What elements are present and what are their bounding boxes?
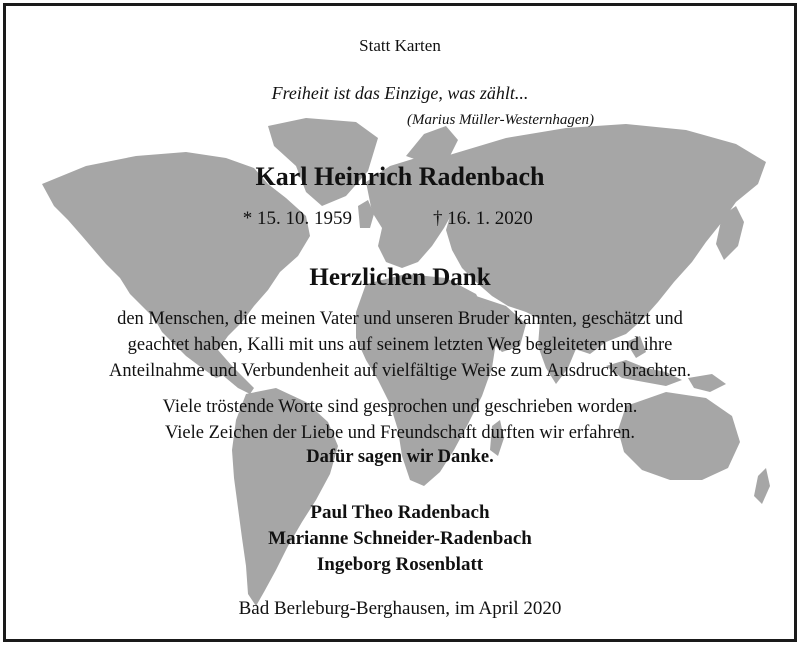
paragraph-line: geachtet haben, Kalli mit uns auf seinem letzten Weg begleiteten und ihre xyxy=(127,335,673,355)
quote-author: (Marius Müller-Westernhagen) xyxy=(406,112,594,128)
signers-block xyxy=(6,500,794,578)
place-date: Bad Berleburg-Berghausen, im April 2020 xyxy=(238,598,562,619)
signer-name: Ingeborg Rosenblatt xyxy=(316,554,484,575)
signer-name: Paul Theo Radenbach xyxy=(310,502,490,523)
quote-text: Freiheit ist das Einzige, was zählt... xyxy=(271,83,529,103)
signer-name: Marianne Schneider-Radenbach xyxy=(268,528,532,549)
closing-line: Dafür sagen wir Danke. xyxy=(306,447,494,467)
thanks-heading: Herzlichen Dank xyxy=(309,264,491,291)
birth-date: * 15. 10. 1959 xyxy=(242,208,352,229)
notice-header: Statt Karten xyxy=(359,36,441,55)
comfort-paragraph xyxy=(6,394,794,446)
deceased-name: Karl Heinrich Radenbach xyxy=(255,162,545,191)
paragraph-line: den Menschen, die meinen Vater und unseren Bruder kannten, geschätzt und xyxy=(117,309,683,329)
obituary-frame xyxy=(3,3,797,642)
thanks-paragraph xyxy=(6,306,794,384)
paragraph-line: Anteilnahme und Verbundenheit auf vielfältige Weise zum Ausdruck brachten. xyxy=(109,361,691,381)
death-date: † 16. 1. 2020 xyxy=(433,208,533,229)
paragraph-line: Viele Zeichen der Liebe und Freundschaft durften wir erfahren. xyxy=(165,423,635,443)
obituary-content xyxy=(6,6,794,639)
paragraph-line: Viele tröstende Worte sind gesprochen und geschrieben worden. xyxy=(162,397,638,417)
